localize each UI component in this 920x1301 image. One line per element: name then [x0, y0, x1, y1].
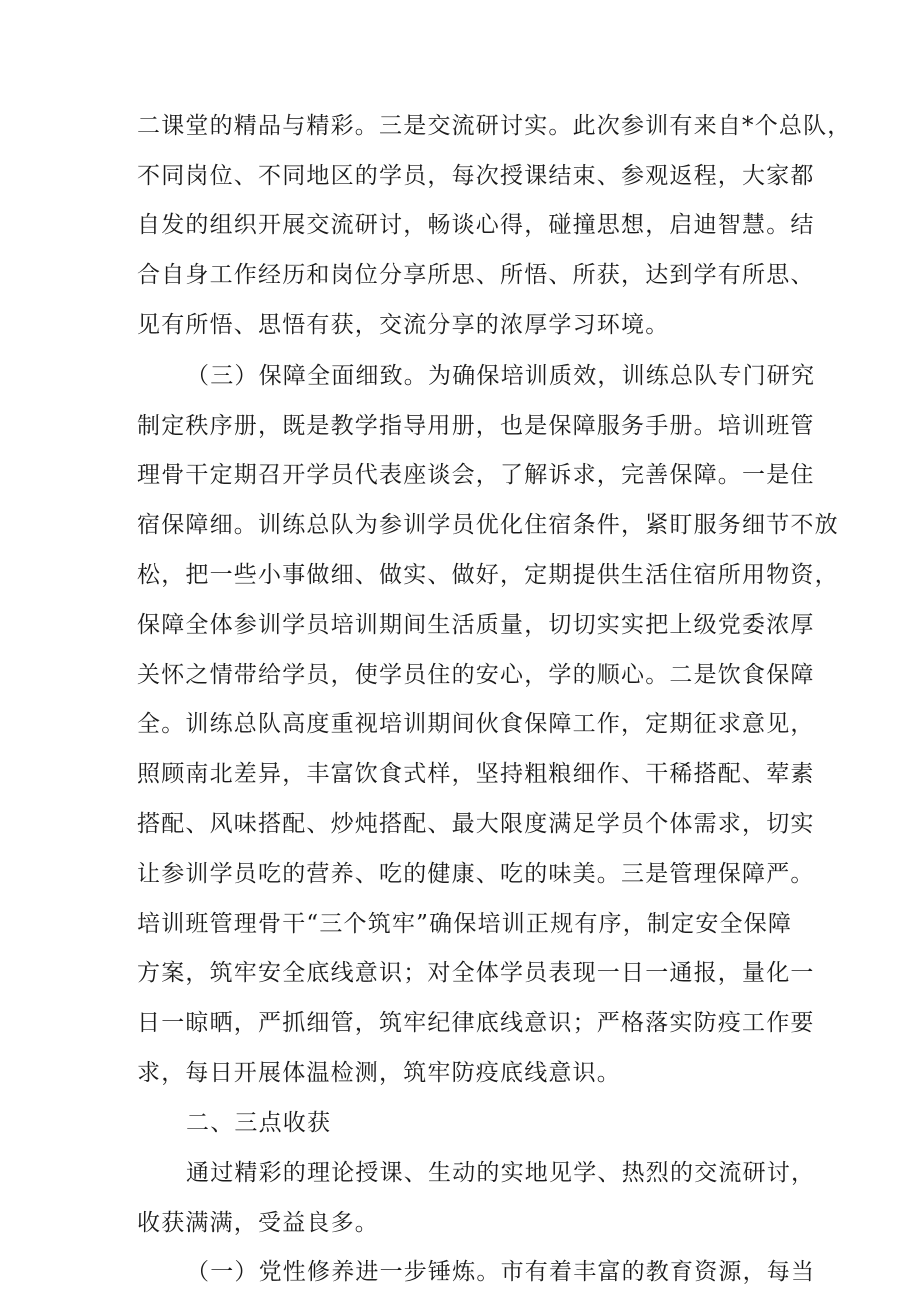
section-heading-3: （三）保障全面细致。为确保培训质效，训练总队专门研究	[186, 363, 816, 389]
text-line-4: 合自身工作经历和岗位分享所思、所悟、所获，达到学有所思、	[137, 262, 815, 288]
text-line-10: 松，把一些小事做细、做实、做好，定期提供生活住宿所用物资，	[137, 562, 839, 588]
text-line-23: 收获满满，受益良多。	[137, 1210, 379, 1236]
text-line-5: 见有所悟、思悟有获，交流分享的浓厚学习环境。	[137, 312, 670, 338]
text-line-12: 关怀之情带给学员，使学员住的安心，学的顺心。二是饮食保障	[137, 662, 815, 688]
text-line-1: 二课堂的精品与精彩。三是交流研讨实。此次参训有来自*个总队，	[137, 113, 852, 139]
text-line-9: 宿保障细。训练总队为参训学员优化住宿条件，紧盯服务细节不放	[137, 512, 839, 538]
text-line-15: 搭配、风味搭配、炒炖搭配、最大限度满足学员个体需求，切实	[137, 811, 815, 837]
text-line-19: 日一晾晒，严抓细管，筑牢纪律底线意识；严格落实防疫工作要	[137, 1010, 815, 1036]
text-line-13: 全。训练总队高度重视培训期间伙食保障工作，定期征求意见，	[137, 711, 815, 737]
text-line-20: 求，每日开展体温检测，筑牢防疫底线意识。	[137, 1060, 621, 1086]
text-line-22: 通过精彩的理论授课、生动的实地见学、热烈的交流研讨，	[186, 1160, 816, 1186]
text-line-3: 自发的组织开展交流研讨，畅谈心得，碰撞思想，启迪智慧。结	[137, 212, 815, 238]
text-line-11: 保障全体参训学员培训期间生活质量，切切实实把上级党委浓厚	[137, 612, 815, 638]
section-heading-1: （一）党性修养进一步锤炼。市有着丰富的教育资源，每当	[186, 1259, 816, 1285]
text-line-14: 照顾南北差异，丰富饮食式样，坚持粗粮细作、干稀搭配、荤素	[137, 761, 815, 787]
text-line-18: 方案，筑牢安全底线意识；对全体学员表现一日一通报，量化一	[137, 960, 815, 986]
text-line-17: 培训班管理骨干“三个筑牢”确保培训正规有序，制定安全保障	[137, 911, 793, 937]
text-line-8: 理骨干定期召开学员代表座谈会，了解诉求，完善保障。一是住	[137, 462, 815, 488]
text-line-16: 让参训学员吃的营养、吃的健康、吃的味美。三是管理保障严。	[137, 861, 815, 887]
section-heading-2: 二、三点收获	[186, 1110, 332, 1136]
text-line-2: 不同岗位、不同地区的学员，每次授课结束、参观返程，大家都	[137, 163, 815, 189]
text-line-7: 制定秩序册，既是教学指导用册，也是保障服务手册。培训班管	[137, 413, 815, 439]
